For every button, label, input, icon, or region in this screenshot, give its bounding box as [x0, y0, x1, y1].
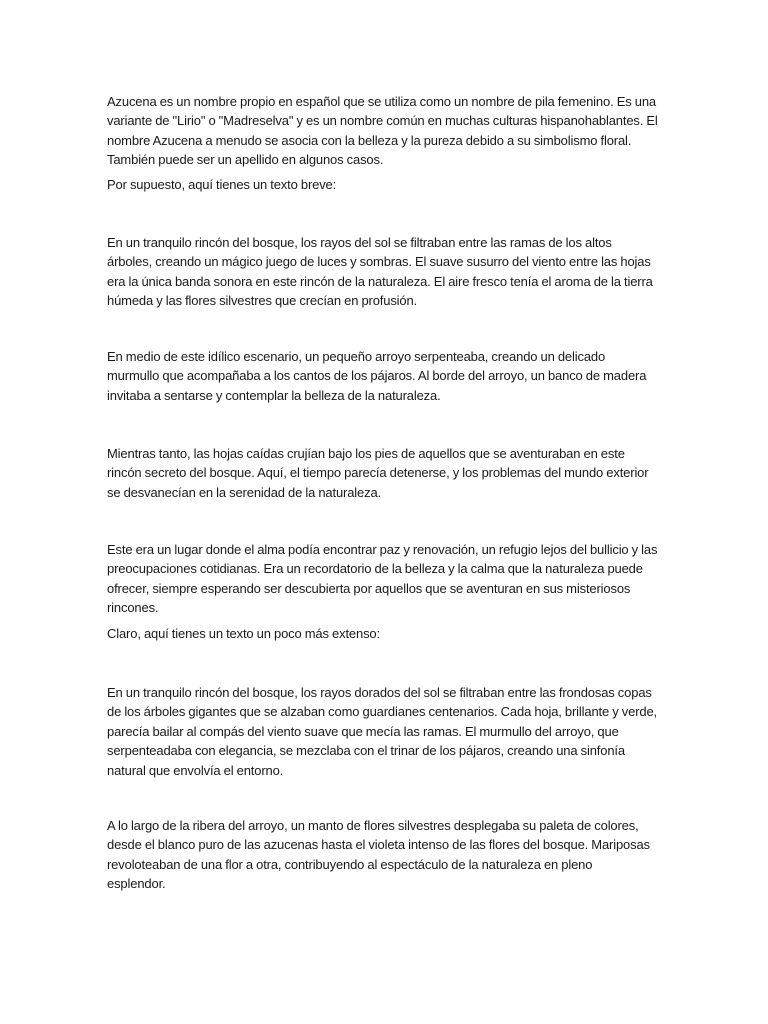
- paragraph-azucena-intro: Azucena es un nombre propio en español que se utiliza como un nombre de pila femenino. Es una variante de "Lirio" o "Madreselva" y es un nombre común en muchas culturas hispanohablantes. El nombre Azucena a menudo se asocia con la belleza y la pureza debido a su simbolismo floral. También puede ser un apellido en algunos casos.: [107, 94, 658, 168]
- paragraph-refuge: Este era un lugar donde el alma podía encontrar paz y renovación, un refugio lejos del bullicio y las preocupaciones cotidianas. Era un recordatorio de la belleza y la calma que la naturaleza puede ofrecer, siempre esperando ser descubierta por aquellos que se aventuran en sus misteriosos rincones.: [107, 542, 658, 616]
- paragraph-forest-corner: En un tranquilo rincón del bosque, los rayos del sol se filtraban entre las ramas de los altos árboles, creando un mágico juego de luces y sombras. El suave susurro del viento entre las hojas era la única banda sonora en este rincón de la naturaleza. El aire fresco tenía el aroma de la tierra húmeda y las flores silvestres que crecían en profusión.: [107, 235, 653, 309]
- paragraph-riverbank-flowers: A lo largo de la ribera del arroyo, un manto de flores silvestres desplegaba su paleta de colores, desde el blanco puro de las azucenas hasta el violeta intenso de las flores del bosque. Mariposas revoloteaban de una flor a otra, contribuyendo al espectáculo de la naturaleza en pleno esplendor.: [107, 818, 650, 892]
- paragraph-short-text-intro: Por supuesto, aquí tienes un texto breve:: [107, 177, 337, 192]
- paragraph-forest-long: En un tranquilo rincón del bosque, los rayos dorados del sol se filtraban entre las frondosas copas de los árboles gigantes que se alzaban como guardianes centenarios. Cada hoja, brillante y verde, parecía bailar al compás del viento suave que mecía las ramas. El murmullo del arroyo, que serpenteadaba con elegancia, se mezclaba con el trinar de los pájaros, creando una sinfonía natural que envolvía el entorno.: [107, 685, 658, 778]
- paragraph-longer-text-intro: Claro, aquí tienes un texto un poco más extenso:: [107, 626, 380, 641]
- paragraph-fallen-leaves: Mientras tanto, las hojas caídas crujían bajo los pies de aquellos que se aventuraban en este rincón secreto del bosque. Aquí, el tiempo parecía detenerse, y los problemas del mundo exterior se desvanecían en la serenidad de la naturaleza.: [107, 446, 649, 500]
- paragraph-stream: En medio de este idílico escenario, un pequeño arroyo serpenteaba, creando un delicado murmullo que acompañaba a los cantos de los pájaros. Al borde del arroyo, un banco de madera invitaba a sentarse y contemplar la belleza de la naturaleza.: [107, 349, 647, 403]
